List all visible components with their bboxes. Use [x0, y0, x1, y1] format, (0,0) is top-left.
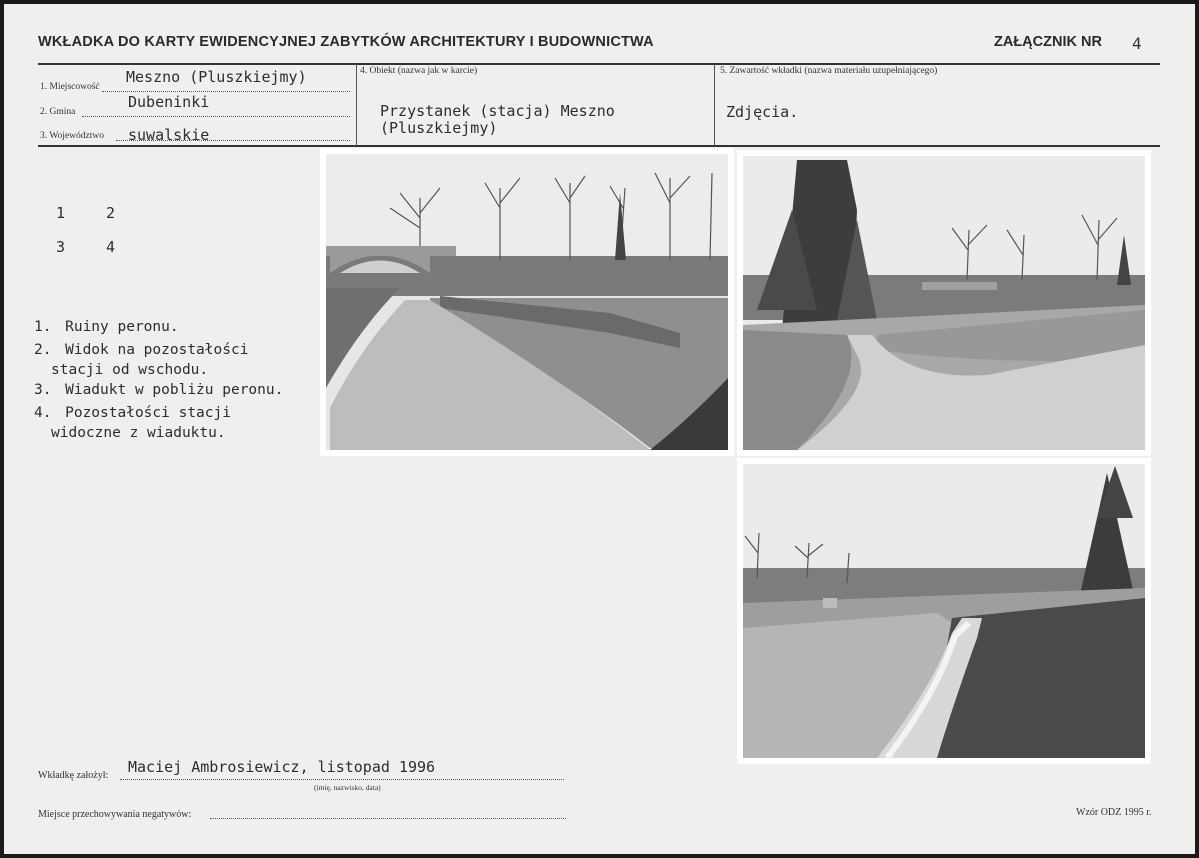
commune-value: Dubeninki — [128, 93, 210, 111]
legend-number: 2. — [34, 342, 52, 358]
grid-number-4: 4 — [106, 238, 116, 256]
negatives-label: Miejsce przechowywania negatywów: — [38, 809, 192, 820]
negatives-dotted-line — [210, 818, 566, 819]
card-title: WKŁADKA DO KARTY EWIDENCYJNEJ ZABYTKÓW ARCHITEKTURY I BUDOWNICTWA — [38, 34, 654, 50]
annex-label: ZAŁĄCZNIK NR — [994, 34, 1102, 50]
object-value-line1: Przystanek (stacja) Meszno — [380, 102, 615, 120]
legend-item — [34, 379, 283, 402]
legend-item — [34, 339, 283, 379]
locality-label: 1. Miejscowość — [40, 82, 100, 92]
content-label: 5. Zawartość wkładki (nazwa materiału uzupełniającego) — [720, 66, 938, 76]
header-rule-bottom — [38, 145, 1160, 147]
legend-text: Ruiny peronu. — [65, 319, 179, 335]
object-value-line2: (Pluszkiejmy) — [380, 119, 498, 137]
legend-number: 4. — [34, 405, 52, 421]
annex-number: 4 — [1132, 34, 1142, 53]
legend-item — [34, 316, 283, 339]
locality-dotted-line — [102, 91, 350, 92]
legend-item — [34, 402, 283, 442]
photo-legend — [34, 316, 283, 442]
form-code: Wzór ODZ 1995 r. — [1076, 807, 1152, 818]
locality-value: Meszno (Pluszkiejmy) — [126, 68, 307, 86]
legend-text: Pozostałości stacji — [65, 405, 231, 421]
legend-number: 3. — [34, 382, 52, 398]
grid-number-1: 1 — [56, 204, 66, 222]
photo-2-east-view — [737, 150, 1151, 456]
legend-text: Widok na pozostałości — [65, 342, 249, 358]
author-hint: (imię, nazwisko, data) — [314, 783, 381, 792]
commune-label: 2. Gmina — [40, 107, 76, 117]
object-label: 4. Obiekt (nazwa jak w karcie) — [360, 66, 478, 76]
author-dotted-line — [120, 779, 564, 780]
grid-number-3: 3 — [56, 238, 66, 256]
header-rule-top — [38, 63, 1160, 65]
legend-text: Wiadukt w pobliżu peronu. — [65, 382, 284, 398]
legend-text-cont: stacji od wschodu. — [51, 362, 209, 378]
field-divider-1 — [356, 64, 357, 146]
author-value: Maciej Ambrosiewicz, listopad 1996 — [128, 758, 436, 776]
legend-text-cont: widoczne z wiaduktu. — [51, 425, 226, 441]
photo-1-platform-ruins — [320, 148, 734, 456]
content-value: Zdjęcia. — [726, 103, 799, 121]
voivodeship-value: suwalskie — [128, 126, 210, 144]
insert-card-sheet — [4, 4, 1195, 854]
grid-number-2: 2 — [106, 204, 116, 222]
voivodeship-label: 3. Województwo — [40, 131, 104, 141]
author-label: Wkładkę założył: — [38, 770, 109, 781]
commune-dotted-line — [82, 116, 350, 117]
field-divider-2 — [714, 64, 715, 146]
photo-4-view-from-viaduct — [737, 458, 1151, 764]
legend-number: 1. — [34, 319, 52, 335]
